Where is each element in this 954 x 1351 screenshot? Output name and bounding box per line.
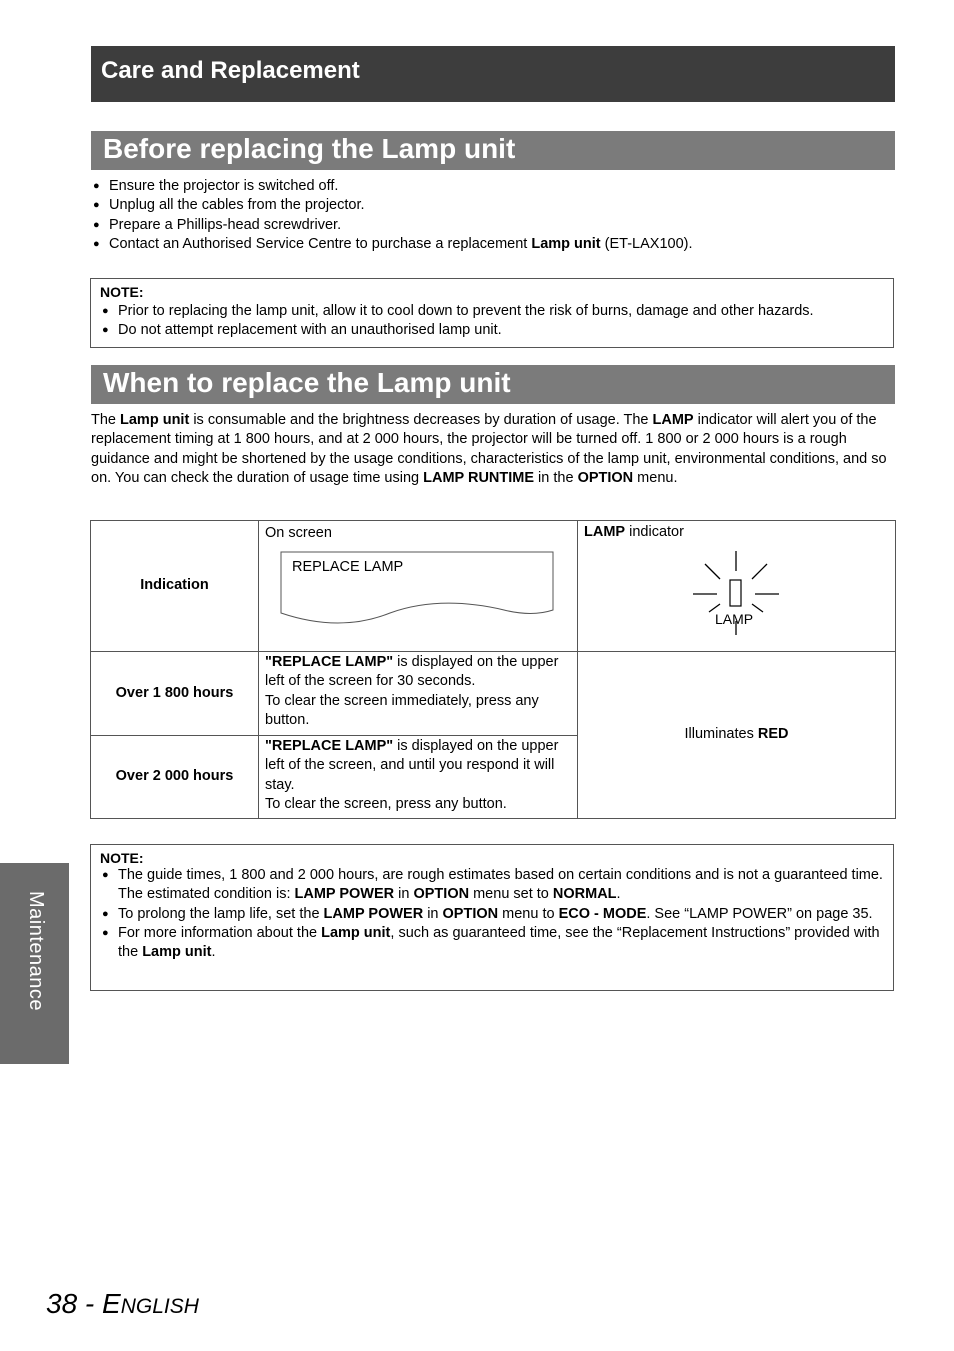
section-title: Before replacing the Lamp unit	[103, 133, 516, 164]
text: The	[91, 412, 121, 428]
section-header-before-replacing	[91, 131, 895, 170]
chapter-header	[91, 46, 895, 102]
text: .	[211, 944, 216, 961]
row-label-2000: Over 2 000 hours	[91, 736, 259, 819]
note-title: NOTE:	[100, 284, 144, 300]
page-number-text: 38 -	[46, 1288, 103, 1319]
bold-text: "REPLACE LAMP"	[265, 738, 394, 754]
on-screen-cell	[259, 521, 578, 652]
table-row	[91, 521, 896, 652]
text: in	[394, 886, 414, 903]
row-description-1800	[259, 652, 578, 736]
text: menu to	[498, 905, 559, 922]
note-box-1	[90, 278, 894, 348]
text: . See “LAMP POWER” on page 35.	[646, 905, 873, 922]
on-screen-label: On screen	[265, 525, 332, 541]
page-number	[46, 1288, 199, 1320]
bold-text: Lamp unit	[531, 235, 601, 252]
note-title: NOTE:	[100, 850, 144, 866]
note-box-2	[90, 844, 894, 991]
note-item	[100, 905, 885, 924]
bold-text: ECO - MODE	[558, 905, 647, 922]
bold-text: LAMP POWER	[294, 886, 395, 903]
language-initial: E	[102, 1288, 121, 1319]
bold-text: Lamp unit	[142, 944, 212, 961]
bold-text: OPTION	[442, 905, 499, 922]
text: is displayed on the upper left of the screen, and until you respond it will stay.	[265, 738, 559, 793]
section-title: When to replace the Lamp unit	[103, 367, 511, 398]
bold-text: LAMP	[584, 524, 626, 540]
bold-text: RED	[757, 726, 789, 743]
illuminates-red-cell	[578, 652, 896, 819]
text: in the	[534, 469, 578, 486]
text: in	[423, 905, 443, 922]
note-item: ● Prior to replacing the lamp unit, allow it to cool down to prevent the risk of burns, damage and other hazards.	[100, 302, 885, 321]
text: is displayed on the upper left of the screen for 30 seconds.	[265, 654, 559, 690]
text: Contact an Authorised Service Centre to purchase a replacement	[109, 235, 532, 252]
lamp-indication-table	[90, 520, 896, 819]
text: , such as guaranteed time, see the “Replacement Instructions” provided with the	[118, 924, 880, 961]
text: (ET-LAX100).	[600, 235, 693, 252]
text: To clear the screen, press any button.	[265, 795, 507, 812]
list-item: ● Prepare a Phillips-head screwdriver.	[93, 216, 893, 235]
text: For more information about the	[118, 924, 322, 941]
bold-text: "REPLACE LAMP"	[265, 654, 394, 670]
bold-text: OPTION	[413, 886, 470, 903]
bold-text: LAMP	[652, 412, 694, 428]
chapter-title: Care and Replacement	[101, 57, 360, 84]
body-paragraph	[91, 411, 895, 488]
text: menu.	[633, 469, 678, 486]
text: To prolong the lamp life, set the	[118, 905, 324, 922]
text: The guide times, 1 800 and 2 000 hours, are rough estimates based on certain conditions and is not a guaranteed time. The estimated condition is:	[118, 867, 883, 903]
bold-text: LAMP RUNTIME	[423, 469, 535, 486]
bold-text: LAMP POWER	[323, 905, 424, 922]
bold-text: OPTION	[577, 469, 634, 486]
language-rest: NGLISH	[120, 1295, 199, 1318]
section-header-when-to-replace	[91, 365, 895, 404]
row-label-1800: Over 1 800 hours	[91, 652, 259, 736]
lamp-indicator-label	[584, 523, 889, 542]
maintenance-side-tab	[0, 863, 69, 1064]
text: .	[616, 886, 621, 903]
note-item	[100, 924, 885, 963]
text: indicator will alert you of the replacement timing at 1 800 hours, and at 2 000 hours, the projector will be turned off. 1 800 or 2 000 hours is a rough guidance and might be shortened by the usage conditions, characteristics of the lamp unit, environmental conditions, and so on. You can check the duration of usage time using	[91, 412, 887, 486]
indication-header: Indication	[91, 521, 259, 652]
bold-text: NORMAL	[552, 886, 617, 903]
table-row	[91, 652, 896, 736]
bold-text: Lamp unit	[120, 412, 190, 428]
text: menu set to	[469, 886, 553, 903]
note-item	[100, 866, 885, 905]
text: is consumable and the brightness decreases by duration of usage. The	[189, 412, 653, 428]
side-tab-label: Maintenance	[25, 891, 47, 1012]
list-item: ● Unplug all the cables from the projector.	[93, 196, 893, 215]
text: Illuminates	[684, 726, 758, 743]
list-item: ● Ensure the projector is switched off.	[93, 177, 893, 196]
row-description-2000	[259, 736, 578, 819]
bold-text: Lamp unit	[321, 924, 391, 941]
note-item: ● Do not attempt replacement with an unauthorised lamp unit.	[100, 321, 885, 340]
list-item	[93, 235, 893, 254]
preparation-list	[93, 177, 893, 254]
lamp-indicator-cell	[578, 521, 896, 652]
osd-message-text: REPLACE LAMP	[292, 559, 404, 575]
text: indicator	[625, 524, 684, 540]
text: To clear the screen immediately, press any button.	[265, 692, 539, 728]
lamp-icon-label: LAMP	[715, 611, 754, 627]
